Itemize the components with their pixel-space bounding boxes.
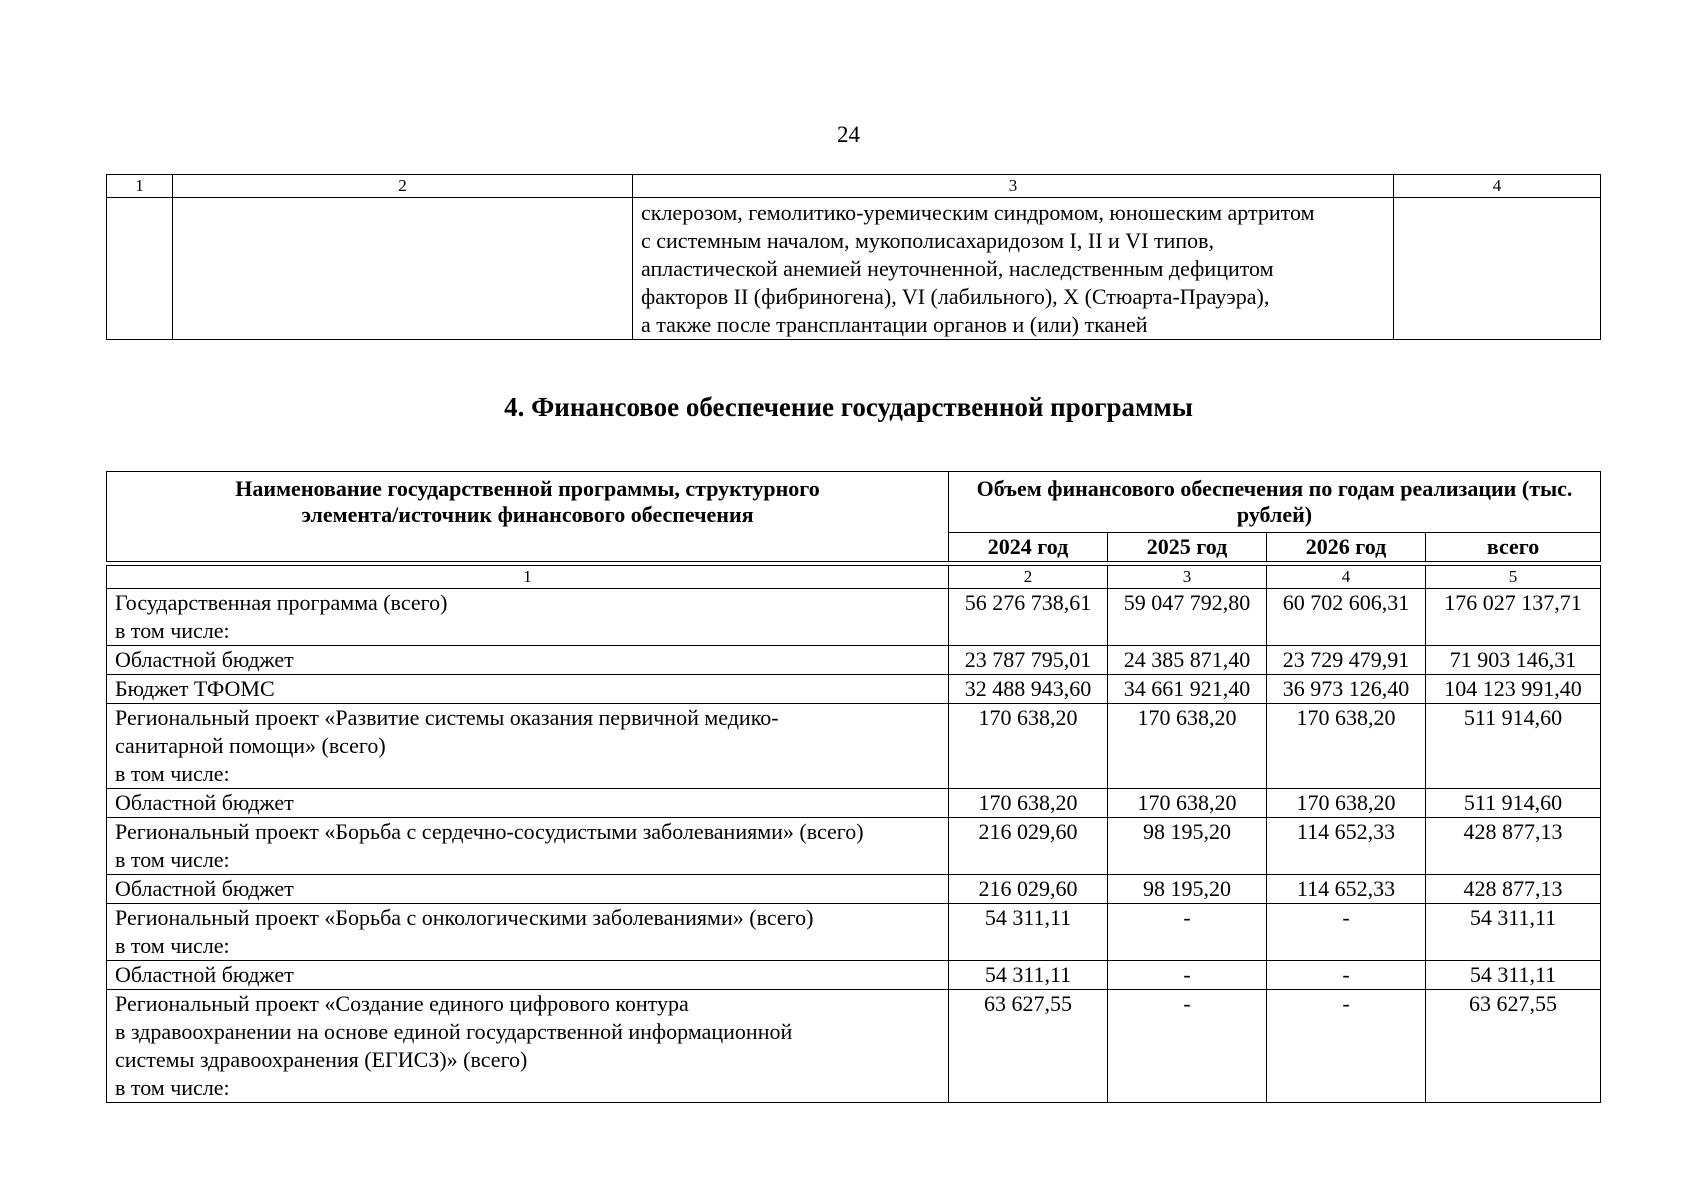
- value-text: 63 627,55: [1469, 991, 1557, 1016]
- table-row: [107, 904, 1601, 961]
- value-text: 59 047 792,80: [1123, 590, 1251, 615]
- value-cell: [949, 789, 1108, 818]
- value-cell: [949, 875, 1108, 904]
- value-cell: [1426, 990, 1601, 1103]
- value-text: 54 311,11: [984, 905, 1072, 930]
- column-number: 4: [1267, 566, 1426, 589]
- row-name-cell: [107, 818, 949, 875]
- value-text: 170 638,20: [1296, 705, 1396, 730]
- value-cell: [949, 675, 1108, 704]
- value-text: 60 702 606,31: [1282, 590, 1410, 615]
- year-header: 2026 год: [1267, 533, 1426, 562]
- value-text: 63 627,55: [984, 991, 1072, 1016]
- value-cell: [1108, 589, 1267, 646]
- row-name-cell: [107, 875, 949, 904]
- table-cell: [173, 198, 633, 340]
- value-text: 114 652,33: [1296, 819, 1396, 844]
- value-text: 34 661 921,40: [1123, 676, 1251, 701]
- row-name-line: системы здравоохранения (ЕГИСЗ)» (всего): [115, 1047, 528, 1072]
- value-cell: [1426, 961, 1601, 990]
- value-text: -: [1183, 905, 1191, 930]
- row-name-cell: [107, 789, 949, 818]
- row-name-line: Государственная программа (всего): [115, 590, 448, 615]
- table-row: [107, 789, 1601, 818]
- table-row: [107, 589, 1601, 646]
- year-header: 2025 год: [1108, 533, 1267, 562]
- value-text: 428 877,13: [1463, 876, 1563, 901]
- value-cell: [949, 646, 1108, 675]
- value-cell: [1108, 961, 1267, 990]
- table-row: [107, 675, 1601, 704]
- value-cell: [1108, 990, 1267, 1103]
- value-cell: [1108, 704, 1267, 789]
- table-cell: [1394, 198, 1601, 340]
- value-text: 54 311,11: [1469, 905, 1557, 930]
- text-line: с системным началом, мукополисахаридозом I, II и VI типов,: [641, 228, 1215, 253]
- column-number: 1: [107, 566, 949, 589]
- value-cell: [949, 818, 1108, 875]
- value-text: 104 123 991,40: [1444, 676, 1582, 701]
- table-row: [107, 990, 1601, 1103]
- row-name-line: Областной бюджет: [115, 962, 294, 987]
- row-name-line: в том числе:: [115, 618, 230, 643]
- table-row: [107, 198, 1601, 340]
- value-cell: [949, 904, 1108, 961]
- value-cell: [949, 961, 1108, 990]
- value-cell: [949, 704, 1108, 789]
- text-line: а также после трансплантации органов и (или) тканей: [641, 312, 1148, 337]
- value-text: -: [1342, 905, 1350, 930]
- value-cell: [1108, 875, 1267, 904]
- value-text: 170 638,20: [978, 790, 1078, 815]
- column-number: 4: [1394, 175, 1601, 198]
- value-cell: [1267, 675, 1426, 704]
- column-number: 5: [1426, 566, 1601, 589]
- page-number: 24: [837, 122, 860, 147]
- value-text: 511 914,60: [1463, 705, 1563, 730]
- value-text: 170 638,20: [978, 705, 1078, 730]
- value-text: -: [1342, 991, 1350, 1016]
- section-title: 4. Финансовое обеспечение государственной программы: [504, 392, 1193, 422]
- value-cell: [1426, 818, 1601, 875]
- row-name-cell: [107, 646, 949, 675]
- value-text: -: [1342, 962, 1350, 987]
- value-text: 98 195,20: [1143, 876, 1231, 901]
- value-text: 216 029,60: [978, 876, 1078, 901]
- row-name-line: в том числе:: [115, 1075, 230, 1100]
- table-row: [107, 818, 1601, 875]
- row-name-line: в том числе:: [115, 847, 230, 872]
- text-line: склерозом, гемолитико-уремическим синдромом, юношеским артритом: [641, 200, 1315, 225]
- value-text: 54 311,11: [1469, 962, 1557, 987]
- continuation-table: [106, 174, 1601, 340]
- value-text: 170 638,20: [1137, 790, 1237, 815]
- value-cell: [1426, 675, 1601, 704]
- value-text: 170 638,20: [1137, 705, 1237, 730]
- column-number: 2: [949, 566, 1108, 589]
- column-number: 1: [107, 175, 173, 198]
- value-text: -: [1183, 991, 1191, 1016]
- value-text: 23 729 479,91: [1282, 647, 1410, 672]
- row-name-line: санитарной помощи» (всего): [115, 733, 386, 758]
- value-cell: [1108, 818, 1267, 875]
- value-cell: [1426, 589, 1601, 646]
- value-text: 56 276 738,61: [964, 590, 1092, 615]
- table-cell: [633, 198, 1394, 340]
- row-name-line: Бюджет ТФОМС: [115, 676, 275, 701]
- value-text: 36 973 126,40: [1282, 676, 1410, 701]
- value-cell: [1108, 646, 1267, 675]
- value-text: 511 914,60: [1463, 790, 1563, 815]
- row-name-line: Региональный проект «Борьба с сердечно-сосудистыми заболеваниями» (всего): [115, 819, 864, 844]
- value-cell: [1108, 904, 1267, 961]
- value-text: 114 652,33: [1296, 876, 1396, 901]
- value-cell: [1426, 904, 1601, 961]
- value-cell: [1426, 875, 1601, 904]
- row-name-line: Региональный проект «Создание единого цифрового контура: [115, 991, 689, 1016]
- value-cell: [1267, 818, 1426, 875]
- value-text: 23 787 795,01: [964, 647, 1092, 672]
- value-text: 216 029,60: [978, 819, 1078, 844]
- column-number-row: [107, 566, 1601, 589]
- header-name: Наименование государственной программы, структурного элемента/источник финансового обеспечения: [107, 472, 949, 562]
- value-cell: [1426, 789, 1601, 818]
- value-cell: [1267, 646, 1426, 675]
- value-text: 170 638,20: [1296, 790, 1396, 815]
- column-number: 3: [633, 175, 1394, 198]
- value-text: 176 027 137,71: [1444, 590, 1582, 615]
- year-header: 2024 год: [949, 533, 1108, 562]
- header-row: [107, 472, 1601, 533]
- value-text: 32 488 943,60: [964, 676, 1092, 701]
- value-cell: [1267, 990, 1426, 1103]
- text-line: факторов II (фибриногена), VI (лабильного), X (Стюарта-Прауэра),: [641, 284, 1270, 309]
- value-cell: [1267, 704, 1426, 789]
- row-name-cell: [107, 904, 949, 961]
- row-name-line: Областной бюджет: [115, 876, 294, 901]
- value-cell: [1267, 589, 1426, 646]
- value-cell: [1108, 789, 1267, 818]
- table-row: [107, 646, 1601, 675]
- value-cell: [1426, 646, 1601, 675]
- column-number: 3: [1108, 566, 1267, 589]
- row-name-line: Областной бюджет: [115, 647, 294, 672]
- row-name-cell: [107, 675, 949, 704]
- header-volume: Объем финансового обеспечения по годам реализации (тыс. рублей): [949, 472, 1601, 533]
- table-row: [107, 875, 1601, 904]
- value-text: 71 903 146,31: [1449, 647, 1577, 672]
- value-cell: [1267, 961, 1426, 990]
- row-name-cell: [107, 990, 949, 1103]
- value-cell: [1426, 704, 1601, 789]
- column-number: 2: [173, 175, 633, 198]
- value-text: 428 877,13: [1463, 819, 1563, 844]
- row-name-line: в здравоохранении на основе единой государственной информационной: [115, 1019, 793, 1044]
- value-cell: [1267, 789, 1426, 818]
- row-name-cell: [107, 589, 949, 646]
- table-row: [107, 704, 1601, 789]
- value-cell: [949, 589, 1108, 646]
- year-header: всего: [1426, 533, 1601, 562]
- row-name-line: в том числе:: [115, 933, 230, 958]
- value-cell: [1267, 875, 1426, 904]
- value-cell: [1267, 904, 1426, 961]
- row-name-line: в том числе:: [115, 761, 230, 786]
- table-row: [107, 961, 1601, 990]
- row-name-cell: [107, 704, 949, 789]
- row-name-line: Региональный проект «Борьба с онкологическими заболеваниями» (всего): [115, 905, 814, 930]
- value-text: -: [1183, 962, 1191, 987]
- row-name-cell: [107, 961, 949, 990]
- text-line: апластической анемией неуточненной, наследственным дефицитом: [641, 256, 1274, 281]
- value-text: 24 385 871,40: [1123, 647, 1251, 672]
- row-name-line: Региональный проект «Развитие системы оказания первичной медико-: [115, 705, 779, 730]
- row-name-line: Областной бюджет: [115, 790, 294, 815]
- value-text: 98 195,20: [1143, 819, 1231, 844]
- value-cell: [949, 990, 1108, 1103]
- value-cell: [1108, 675, 1267, 704]
- table-cell: [107, 198, 173, 340]
- finance-table: [106, 471, 1601, 1103]
- value-text: 54 311,11: [984, 962, 1072, 987]
- column-number-row: [107, 175, 1601, 198]
